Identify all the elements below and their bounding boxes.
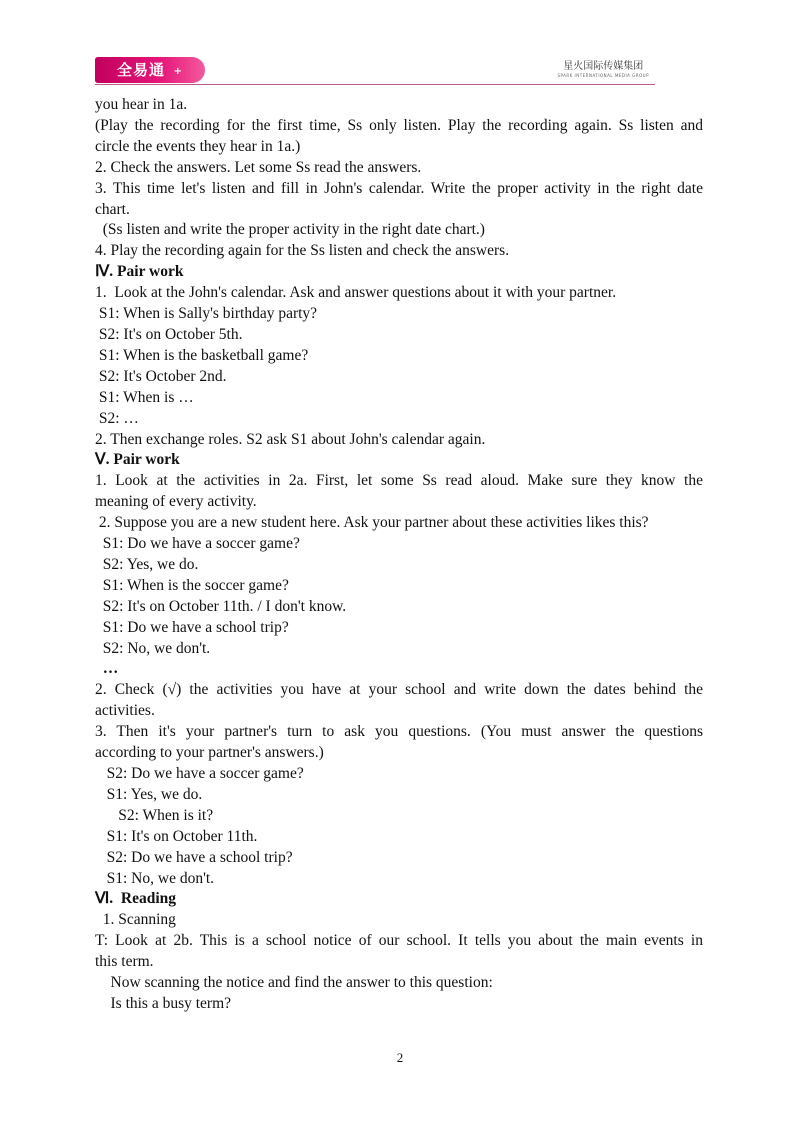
text-line: according to your partner's answers.) [95,744,324,762]
text-line: 3. Then it's your partner's turn to ask you questions. (You must answer the questions [95,723,703,741]
text-line: chart. [95,200,130,218]
text-line: S2: No, we don't. [95,639,211,657]
text-line: 1. Look at the John's calendar. Ask and answer questions about it with your partner. [95,284,617,302]
text-line: 4. Play the recording again for the Ss listen and check the answers. [95,242,510,260]
text-line: Is this a busy term? [95,994,232,1012]
page-header [95,57,705,87]
text-line: activities. [95,702,155,720]
text-line: 2. Suppose you are a new student here. Ask your partner about these activities likes this? [95,514,649,532]
text-line: S1: Do we have a school trip? [95,618,289,636]
text-line: 1. Scanning [95,911,176,929]
text-line: S2: Do we have a school trip? [95,848,293,866]
text-line: S1: Do we have a soccer game? [95,535,300,553]
section-heading: … [95,660,119,678]
brand-logo-spark: + [173,66,183,77]
text-line: (Play the recording for the first time, Ss only listen. Play the recording again. Ss listen and [95,116,703,134]
text-line: this term. [95,953,154,971]
publisher-name-cn: 星火国际传媒集团 [563,61,644,72]
text-line: S2: When is it? [95,806,214,824]
section-heading: Ⅳ. Pair work [95,263,184,281]
text-line: 1. Look at the activities in 2a. First, let some Ss read aloud. Make sure they know the [95,472,703,490]
header-divider [95,84,655,85]
text-line: S2: It's October 2nd. [95,367,227,385]
text-line: S2: It's on October 5th. [95,325,243,343]
document-body [95,95,703,1015]
text-line: 3. This time let's listen and fill in John's calendar. Write the proper activity in the right date [95,179,703,197]
text-line: S1: No, we don't. [95,869,215,887]
publisher-name-en: SPARK INTERNATIONAL MEDIA GROUP [557,73,649,78]
text-line: S2: Do we have a soccer game? [95,765,304,782]
text-line: S1: When is … [95,388,194,406]
text-line: S2: Yes, we do. [95,555,199,573]
text-line: S1: When is the basketball game? [95,346,309,364]
text-line: (Ss listen and write the proper activity in the right date chart.) [95,221,485,239]
text-line: S1: It's on October 11th. [95,827,258,845]
section-heading: Ⅴ. Pair work [95,451,180,469]
text-line: you hear in 1a. [95,96,188,113]
brand-logo-text: 全易通 [117,61,166,79]
page-number: 2 [396,1050,404,1065]
text-line: Now scanning the notice and find the answer to this question: [95,974,493,992]
text-line: circle the events they hear in 1a.) [95,137,301,155]
text-line: 2. Then exchange roles. S2 ask S1 about John's calendar again. [95,430,486,448]
text-line: S1: Yes, we do. [95,785,203,803]
text-line: 2. Check (√) the activities you have at your school and write down the dates behind the [95,681,703,699]
section-heading: Ⅵ. Reading [95,890,177,908]
text-line: S1: When is the soccer game? [95,576,289,594]
brand-logo [95,57,205,83]
publisher-mark [557,61,649,79]
text-line: meaning of every activity. [95,493,257,511]
text-line: S1: When is Sally's birthday party? [95,305,318,323]
text-line: T: Look at 2b. This is a school notice of our school. It tells you about the main events in [95,932,703,950]
text-line: 2. Check the answers. Let some Ss read the answers. [95,158,422,176]
text-line: S2: … [95,409,139,427]
text-line: S2: It's on October 11th. / I don't know. [95,597,347,615]
